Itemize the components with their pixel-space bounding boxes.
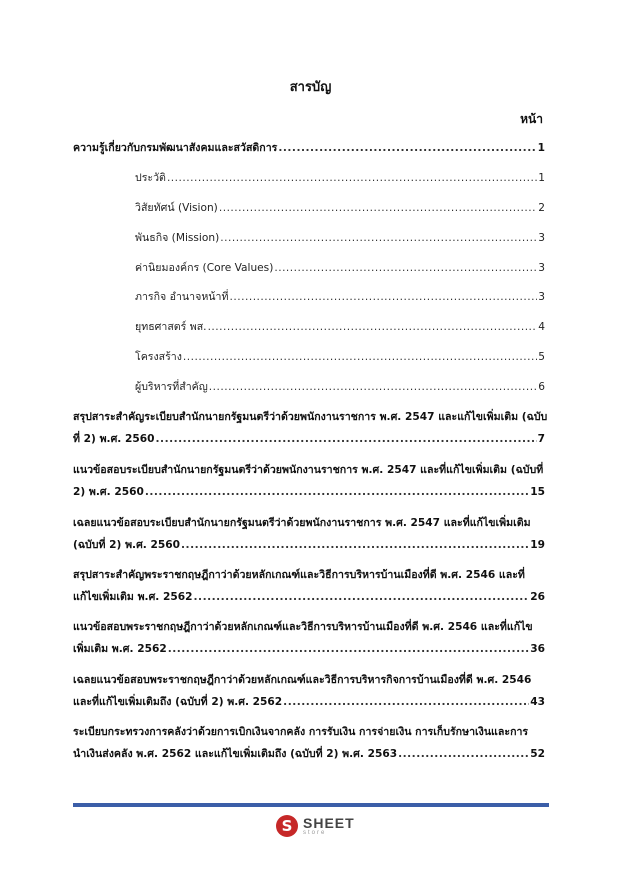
toc-entry-page: 15 [530, 486, 545, 498]
toc-entry-text: วิสัยทัศน์ (Vision) [135, 202, 218, 214]
toc-entry-text: ประวัติ [135, 172, 166, 184]
dot-leader [168, 642, 530, 656]
toc-entry-first-line: แนวข้อสอบระเบียบสำนักนายกรัฐมนตรีว่าด้วยพนักงานราชการ พ.ศ. 2547 และที่แก้ไขเพิ่มเติม (ฉบับที่ [73, 464, 544, 476]
page-column-label: หน้า [520, 112, 543, 126]
dot-leader [398, 747, 529, 761]
logo-subtitle: store [303, 830, 327, 836]
toc-entry[interactable] [73, 141, 545, 155]
toc-entry-first-line: เฉลยแนวข้อสอบระเบียบสำนักนายกรัฐมนตรีว่าด้วยพนักงานราชการ พ.ศ. 2547 และที่แก้ไขเพิ่มเติม [73, 517, 531, 529]
toc-entry-page: 26 [530, 591, 545, 603]
toc-entry-page: 1 [538, 172, 545, 184]
toc-entry-page: 3 [538, 291, 545, 303]
sheet-store-s-logo-icon: S [276, 815, 298, 837]
dot-leader [274, 261, 537, 275]
toc-entry-page: 52 [530, 748, 545, 760]
toc-entry-first-line: เฉลยแนวข้อสอบพระราชกฤษฎีกาว่าด้วยหลักเกณฑ์และวิธีการบริหารกิจการบ้านเมืองที่ดี พ.ศ. 2546 [73, 674, 532, 686]
dot-leader [220, 231, 537, 245]
dot-leader [208, 320, 538, 334]
toc-entry-text: ภารกิจ อำนาจหน้าที่ [135, 291, 229, 303]
toc-entry-page: 3 [538, 232, 545, 244]
dot-leader [167, 171, 537, 185]
footer-rule [73, 803, 549, 807]
dot-leader [181, 538, 529, 552]
toc-entry-page: 1 [537, 142, 545, 154]
dot-leader [278, 141, 536, 155]
dot-leader [183, 350, 537, 364]
toc-entry-text: โครงสร้าง [135, 351, 182, 363]
dot-leader [219, 201, 537, 215]
toc-entry[interactable] [73, 590, 545, 604]
dot-leader [194, 590, 530, 604]
toc-entry[interactable] [73, 485, 545, 499]
toc-entry-first-line: ระเบียบกระทรวงการคลังว่าด้วยการเบิกเงินจากคลัง การรับเงิน การจ่ายเงิน การเก็บรักษาเงินและการ [73, 726, 529, 738]
toc-entry-text: ที่ 2) พ.ศ. 2560 [73, 433, 155, 445]
toc-entry-text: 2) พ.ศ. 2560 [73, 486, 144, 498]
toc-entry-text: เพิ่มเติม พ.ศ. 2562 [73, 643, 167, 655]
toc-entry-first-line: แนวข้อสอบพระราชกฤษฎีกาว่าด้วยหลักเกณฑ์และวิธีการบริหารบ้านเมืองที่ดี พ.ศ. 2546 และที่แก้ไข [73, 621, 533, 633]
toc-entry-page: 3 [538, 262, 545, 274]
toc-entry[interactable] [73, 642, 545, 656]
toc-entry-text: แก้ไขเพิ่มเติม พ.ศ. 2562 [73, 591, 193, 603]
toc-subentry[interactable] [135, 350, 545, 364]
dot-leader [145, 485, 529, 499]
toc-entry-page: 19 [530, 539, 545, 551]
toc-subentry[interactable] [135, 320, 545, 334]
toc-entry-page: 36 [530, 643, 545, 655]
toc-entry-text: พันธกิจ (Mission) [135, 232, 220, 244]
toc-entry-first-line: สรุปสาระสำคัญพระราชกฤษฎีกาว่าด้วยหลักเกณฑ์และวิธีการบริหารบ้านเมืองที่ดี พ.ศ. 2546 และที่ [73, 569, 525, 581]
toc-entry-page: 6 [538, 381, 545, 393]
dot-leader [229, 290, 537, 304]
toc-subentry[interactable] [135, 231, 545, 245]
toc-subentry[interactable] [135, 290, 545, 304]
toc-entry[interactable] [73, 538, 545, 552]
toc-entry-text: และที่แก้ไขเพิ่มเติมถึง (ฉบับที่ 2) พ.ศ. 2562 [73, 696, 283, 708]
page-title: สารบัญ [289, 80, 332, 95]
toc-entry-text: ความรู้เกี่ยวกับกรมพัฒนาสังคมและสวัสดิการ [73, 142, 278, 154]
toc-entry-page: 43 [530, 696, 545, 708]
toc-entry-page: 2 [538, 202, 545, 214]
toc-entry-page: 7 [537, 433, 545, 445]
toc-entry-text: ยุทธศาสตร์ พส. [135, 321, 207, 333]
toc-subentry[interactable] [135, 201, 545, 215]
toc-entry-page: 5 [538, 351, 545, 363]
dot-leader [156, 432, 537, 446]
toc-subentry[interactable] [135, 171, 545, 185]
toc-entry-text: (ฉบับที่ 2) พ.ศ. 2560 [73, 539, 181, 551]
toc-entry-text: ค่านิยมองค์กร (Core Values) [135, 262, 274, 274]
logo-text [303, 816, 355, 836]
toc-entry[interactable] [73, 695, 545, 709]
logo-name: SHEET [303, 815, 355, 831]
toc-entry-text: ผู้บริหารที่สำคัญ [135, 381, 208, 393]
dot-leader [209, 380, 537, 394]
toc-subentry[interactable] [135, 261, 545, 275]
toc-entry-page: 4 [538, 321, 545, 333]
toc-subentry[interactable] [135, 380, 545, 394]
toc-entry-first-line: สรุปสาระสำคัญระเบียบสำนักนายกรัฐมนตรีว่าด้วยพนักงานราชการ พ.ศ. 2547 และแก้ไขเพิ่มเติม (ฉบับ [73, 411, 548, 423]
toc-entry[interactable] [73, 432, 545, 446]
sheet-store-logo [276, 815, 355, 837]
toc-entry[interactable] [73, 747, 545, 761]
toc-entry-text: นำเงินส่งคลัง พ.ศ. 2562 และแก้ไขเพิ่มเติมถึง (ฉบับที่ 2) พ.ศ. 2563 [73, 748, 398, 760]
dot-leader [283, 695, 529, 709]
